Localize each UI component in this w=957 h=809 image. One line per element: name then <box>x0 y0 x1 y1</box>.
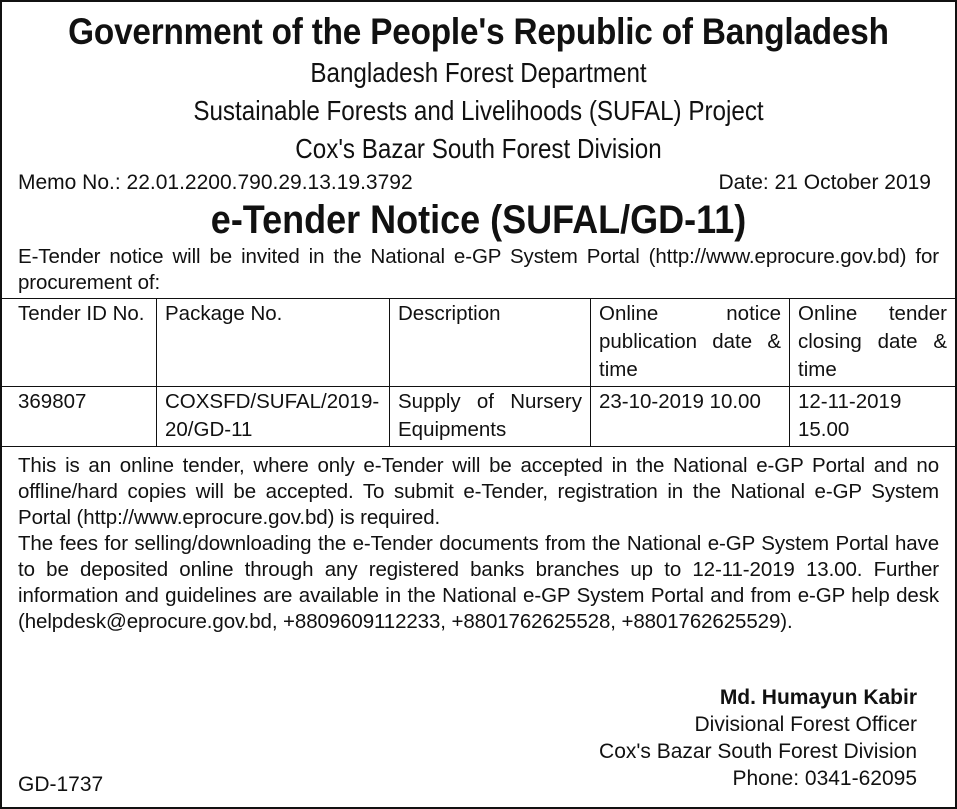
reference-code: GD-1737 <box>18 773 104 796</box>
signatory-designation: Divisional Forest Officer <box>694 713 917 736</box>
header-package-no: Package No. <box>157 299 390 387</box>
table-header-row <box>2 299 955 387</box>
online-tender-paragraph: This is an online tender, where only e-Tender will be accepted in the National e-GP Portal and no offline/hard copies will be accepted. To submit e-Tender, registration in the National e-GP System Portal (http://www.eprocure.gov.bd) is required. <box>18 454 939 529</box>
header-closing-date: Online tender closing date & time <box>790 299 956 387</box>
signature-block <box>599 684 917 792</box>
notice-title: e-Tender Notice (SUFAL/GD-11) <box>210 198 747 242</box>
signatory-phone: Phone: 0341-62095 <box>732 767 917 790</box>
tender-table <box>2 298 955 447</box>
header-tender-id: Tender ID No. <box>2 299 157 387</box>
header-description: Description <box>390 299 591 387</box>
signatory-name: Md. Humayun Kabir <box>719 686 917 709</box>
cell-package-no: COXSFD/SUFAL/2019-20/GD-11 <box>157 387 390 447</box>
memo-date: Date: 21 October 2019 <box>718 171 931 194</box>
cell-closing-date: 12-11-2019 15.00 <box>790 387 956 447</box>
project-name: Sustainable Forests and Livelihoods (SUFAL) Project <box>193 95 764 126</box>
division-name: Cox's Bazar South Forest Division <box>295 133 662 164</box>
cell-publication-date: 23-10-2019 10.00 <box>591 387 790 447</box>
table-row <box>2 387 955 447</box>
body-text <box>18 453 939 635</box>
memo-row <box>18 170 939 196</box>
intro-paragraph: E-Tender notice will be invited in the National e-GP System Portal (http://www.eprocure.gov.bd) for procurement of: <box>18 245 939 294</box>
signatory-office: Cox's Bazar South Forest Division <box>599 740 917 763</box>
fees-paragraph: The fees for selling/downloading the e-Tender documents from the National e-GP System Portal have to be deposited online through any registered banks branches up to 12-11-2019 13.00. Further information and guidelines are available in the National e-GP System Portal and from e-GP help desk (helpdesk@eprocure.gov.bd, +8809609112233, +8801762625528, +8801762625529). <box>18 532 939 633</box>
memo-number: Memo No.: 22.01.2200.790.29.13.19.3792 <box>18 171 413 194</box>
cell-tender-id: 369807 <box>2 387 157 447</box>
department-name: Bangladesh Forest Department <box>310 57 647 88</box>
header-publication-date: Online notice publication date & time <box>591 299 790 387</box>
cell-description: Supply of Nursery Equipments <box>390 387 591 447</box>
government-title: Government of the People's Republic of Bangladesh <box>68 11 889 52</box>
